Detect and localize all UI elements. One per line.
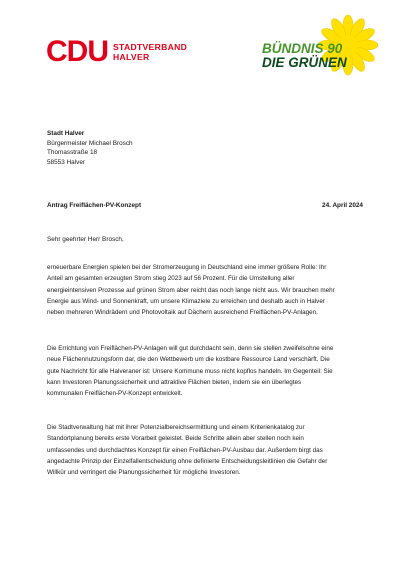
text-line: neue Flächennutzungsform dar, die den Wettbewerb um die kostbare Ressource Land verschärft. Die (47, 356, 330, 364)
cdu-subtitle (113, 42, 187, 62)
cdu-wordmark: CDU (46, 35, 108, 68)
recipient-name: Stadt Halver (47, 130, 85, 137)
text-line: gute Nachricht für alle Halveraner ist: Unsere Kommune muss nicht kopflos handeln. Im Gegenteil: Sie (47, 367, 333, 375)
text-line: Die Errichtung von Freiflächen-PV-Anlagen will gut durchdacht sein, denn sie stellen zweifelsohne eine (47, 345, 334, 352)
text-line: Energie aus Wind- und Sonnenkraft, um unsere Klimaziele zu erreichen und deshalb auch in Halver (47, 297, 325, 305)
text-line: Anteil am gesamten erzeugten Strom stieg 2023 auf 56 Prozent. Für die Umstellung aller (47, 275, 295, 283)
text-line: Standortplanung bereits erste Vorarbeit geleistet. Beide Schritte allein aber stellen noch kein (47, 435, 304, 443)
body-paragraph-2 (47, 343, 365, 399)
recipient-address (47, 129, 133, 167)
recipient-city: 58553 Halver (47, 158, 86, 166)
text-line: Willkür und verringert die Planungssicherheit für mögliche Investoren. (47, 469, 241, 477)
text-line: kann Investoren Planungssicherheit und attraktive Flächen bieten, indem sie ein überlegtes (47, 378, 302, 386)
text-line: energieintensiven Prozesse auf grünen Strom aber reicht das noch lange nicht aus. Wir brauchen mehr (47, 286, 335, 294)
body-paragraph-1 (47, 262, 365, 318)
recipient-street: Thomasstraße 18 (47, 149, 98, 156)
text-line: Die Stadtverwaltung hat mit ihrer Potenzialbereichsermittlung und einem Kriterienkatalog zur (47, 424, 305, 431)
greens-wordmark (262, 42, 347, 70)
greens-line1: BÜNDNIS 90 (262, 41, 343, 56)
recipient-person: Bürgermeister Michael Brosch (47, 139, 133, 147)
text-line: neben mehreren Windrädern und Photovoltaik auf Dächern ausreichend Freiflächen-PV-Anlagen. (47, 309, 318, 317)
text-line: angedachte Prinzip der Einzelfallentscheidung ohne definierte Entscheidungsleitlinien die Gefahr der (47, 457, 328, 465)
text-line: kommunalen Freiflächen-PV-Konzept entwickelt. (47, 390, 183, 398)
text-line: umfassendes und durchdachtes Konzept für einen Freiflächen-PV-Ausbau dar. Außerdem birgt das (47, 446, 323, 454)
text-line: erneuerbare Energien spielen bei der Stromerzeugung in Deutschland eine immer größere Rolle: Ihr (47, 264, 327, 271)
cdu-subtitle-line1: STADTVERBAND (113, 42, 188, 52)
greens-logo (258, 14, 378, 76)
salutation: Sehr geehrter Herr Brosch, (47, 236, 124, 243)
body-paragraph-3 (47, 422, 365, 478)
letter-date: 24. April 2024 (322, 202, 363, 209)
cdu-logo (46, 35, 188, 68)
greens-line2: DIE GRÜNEN (262, 55, 347, 70)
subject-line (47, 202, 363, 209)
subject-text: Antrag Freiflächen-PV-Konzept (47, 202, 142, 209)
cdu-subtitle-line2: HALVER (113, 52, 150, 62)
